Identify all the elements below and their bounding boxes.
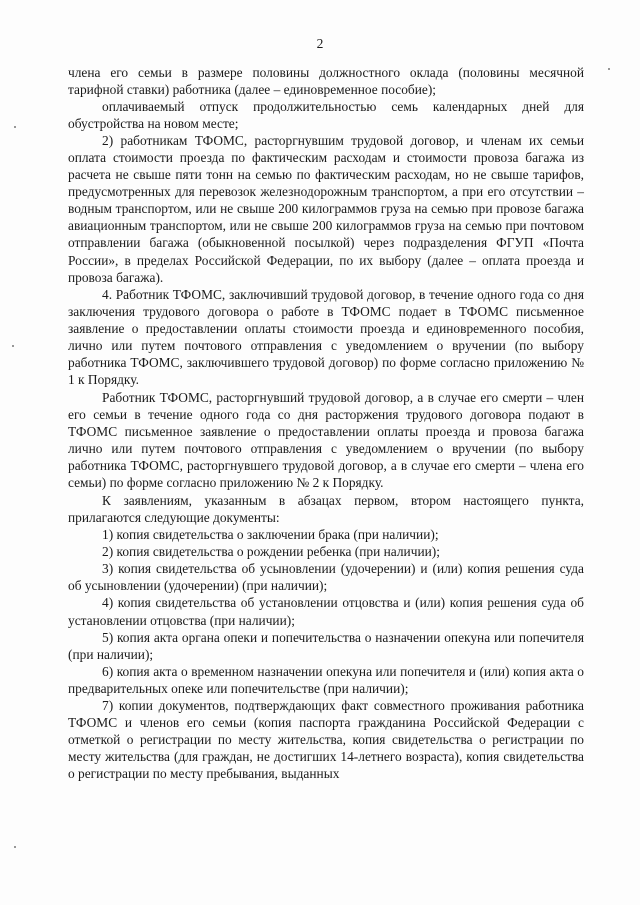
list-item-1-marriage-certificate: 1) копия свидетельства о заключении брака (при наличии);: [102, 527, 439, 543]
paragraph-paid-leave: оплачиваемый отпуск продолжительностью семь календарных дней для обустройства на новом месте;: [68, 99, 584, 132]
paragraph-continuation: члена его семьи в размере половины должностного оклада (половины месячной тарифной ставки) работника (далее – единовременное пособие);: [68, 65, 584, 98]
list-item-3-adoption-certificate: 3) копия свидетельства об усыновлении (удочерении) и (или) копия решения суда об усыновлении (удочерении) (при наличии);: [68, 561, 584, 594]
page-number: 2: [316, 36, 324, 51]
list-item-6-temporary-guardianship: 6) копия акта о временном назначении опекуна или попечителя и (или) копия акта о предварительных опеке или попечительстве (при наличии);: [68, 663, 584, 696]
paragraph-point-4-application: 4. Работник ТФОМС, заключивший трудовой договор, в течение одного года со дня заключения трудового договора о работе в ТФОМС подает в ТФОМС письменное заявление о предоставлении оплаты стоимости проезда и единовременного пособия, лично или путем почтового отправления с уведомлением о вручении (по выбору работника ТФОМС, заключившего трудовой договор) по форме согласно приложению № 1 к Порядку.: [68, 286, 584, 387]
document-body: [68, 64, 584, 782]
list-item-5-guardianship-act: 5) копия акта органа опеки и попечительства о назначении опекуна или попечителя (при наличии);: [68, 629, 584, 662]
list-item-2-birth-certificate: 2) копия свидетельства о рождении ребенка (при наличии);: [102, 544, 440, 560]
paragraph-terminated-employee: Работник ТФОМС, расторгнувший трудовой договор, а в случае его смерти – член его семьи в течение одного года со дня расторжения трудового договора подают в ТФОМС письменное заявление о предоставлении оплаты проезда и провоза багажа лично или путем почтового отправления с уведомлением о вручении (по выбору работника ТФОМС, расторгнувшего трудовой договор, а в случае его смерти – члена его семьи) по форме согласно приложению № 2 к Порядку.: [68, 389, 584, 491]
scan-speck: [14, 846, 16, 848]
scan-speck: [12, 345, 14, 347]
list-item-4-paternity-certificate: 4) копия свидетельства об установлении отцовства и (или) копия решения суда об установлении отцовства (при наличии);: [68, 595, 584, 628]
paragraph-attachments-intro: К заявлениям, указанным в абзацах первом, втором настоящего пункта, прилагаются следующие документы:: [68, 493, 584, 526]
paragraph-item-2-travel-payment: 2) работникам ТФОМС, расторгнувшим трудовой договор, и членам их семьи оплата стоимости проезда по фактическим расходам и стоимости провоза багажа из расчета не свыше пяти тонн на семью по фактическим расходам, но не свыше тарифов, предусмотренных для перевозок железнодорожным транспортом, а при его отсутствии – водным транспортом, или не свыше 200 килограммов груза на семью при провозе багажа авиационным транспортом, или не свыше 200 килограммов груза на семью при почтовом отправлении багажа (обыкновенной посылкой) через подразделения ФГУП «Почта России», в пределах Российской Федерации, по их выбору (далее – оплата проезда и провоза багажа).: [68, 133, 584, 285]
list-item-7-cohabitation-documents: 7) копии документов, подтверждающих факт совместного проживания работника ТФОМС и членов его семьи (копия паспорта гражданина Российской Федерации с отметкой о регистрации по месту жительства, копия свидетельства о регистрации по месту жительства (для граждан, не достигших 14-летнего возраста), копия свидетельства о регистрации по месту пребывания, выданных: [68, 697, 584, 781]
scan-speck: [608, 68, 610, 70]
scan-speck: [14, 126, 16, 128]
